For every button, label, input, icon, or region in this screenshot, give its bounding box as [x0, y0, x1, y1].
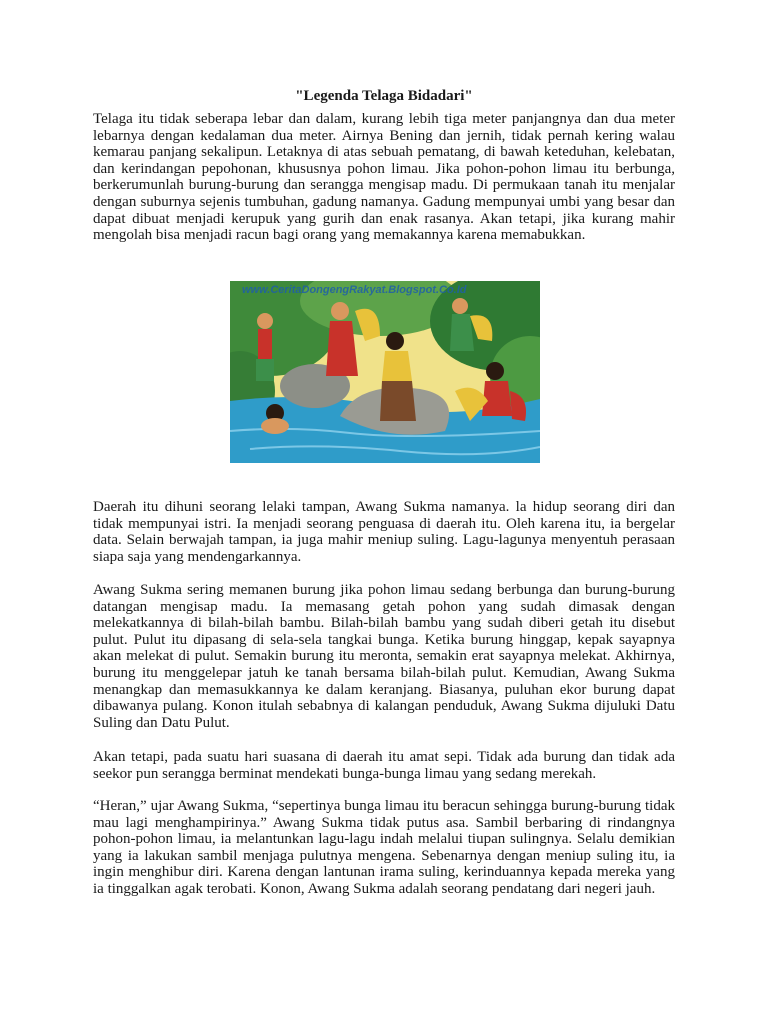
figure-left [256, 313, 274, 381]
illustration-svg [230, 281, 540, 463]
document-title: "Legenda Telaga Bidadari" [295, 88, 473, 104]
paragraph-5: “Heran,” ujar Awang Sukma, “sepertinya bunga limau itu beracun sehingga burung-burung tidak mau lagi menghampirinya.” Awang Sukma tidak putus asa. Sambil berbaring di rindangnya pohon-pohon limau, ia melantunkan lagu-lagu indah melalui tiupan sulingnya. Selalu demikian yang ia lakukan sambil menjaga pulutnya mengena. Sebenarnya dengan meniup suling itu, ia ingin menghibur diri. Karena dengan lantunan irama suling, kerinduannya kepada mereka yang ia tinggalkan agak terobati. Konon, Awang Sukma adalah seorang pendatang dari negeri jauh. [93, 798, 675, 897]
paragraph-1: Telaga itu tidak seberapa lebar dan dalam, kurang lebih tiga meter panjangnya dan dua meter lebarnya dengan kedalaman dua meter. Airnya Bening dan jernih, tidak pernah kering walau kemarau panjang sekalipun. Letaknya di atas sebuah pematang, di bawah keteduhan, kelebatan, dan kerindangan pepohonan, khususnya pohon limau. Jika pohon-pohon limau itu berbunga, berkerumunlah burung-burung dan serangga mengisap madu. Di permukaan tanah itu menjalar dengan suburnya sejenis tumbuhan, gadung namanya. Gadung mempunyai umbi yang besar dan dapat dibuat menjadi kerupuk yang gurih dan enak rasanya. Akan tetapi, jika kurang mahir mengolah bisa menjadi racun bagi orang yang memakannya karena memabukkan. [93, 111, 675, 244]
paragraph-3: Awang Sukma sering memanen burung jika pohon limau sedang berbunga dan burung-burung datangan mengisap madu. Ia memasang getah pohon yang sudah dimasak dengan melekatkannya di bilah-bilah bambu. Bilah-bilah bambu yang sudah diberi getah itu disebut pulut. Pulut itu dipasang di sela-sela tangkai bunga. Ketika burung hinggap, kepak sayapnya akan melekat di pulut. Semakin burung itu meronta, semakin erat sayapnya melekat. Akhirnya, burung itu menggelepar jatuh ke tanah bersama bilah-bilah pulut. Kemudian, Awang Sukma menangkap dan memasukkannya ke dalam keranjang. Biasanya, puluhan ekor burung dapat dibawanya pulang. Konon itulah sebabnya di kalangan penduduk, Awang Sukma dijuluki Datu Suling dan Datu Pulut. [93, 582, 675, 731]
paragraph-4: Akan tetapi, pada suatu hari suasana di daerah itu amat sepi. Tidak ada burung dan tidak ada seekor pun serangga berminat mendekati bunga-bunga limau yang sedang merekah. [93, 749, 675, 782]
story-illustration [230, 281, 540, 463]
paragraph-2: Daerah itu dihuni seorang lelaki tampan, Awang Sukma namanya. la hidup seorang diri dan tidak mempunyai istri. Ia menjadi seorang penguasa di daerah itu. Oleh karena itu, ia bergelar data. Selain berwajah tampan, ia juga mahir meniup suling. Lagu-lagunya menyentuh perasaan siapa saja yang mendengarkannya. [93, 499, 675, 565]
illustration-watermark: www.CeritaDongengRakyat.Blogspot.Co.Id [242, 284, 467, 296]
